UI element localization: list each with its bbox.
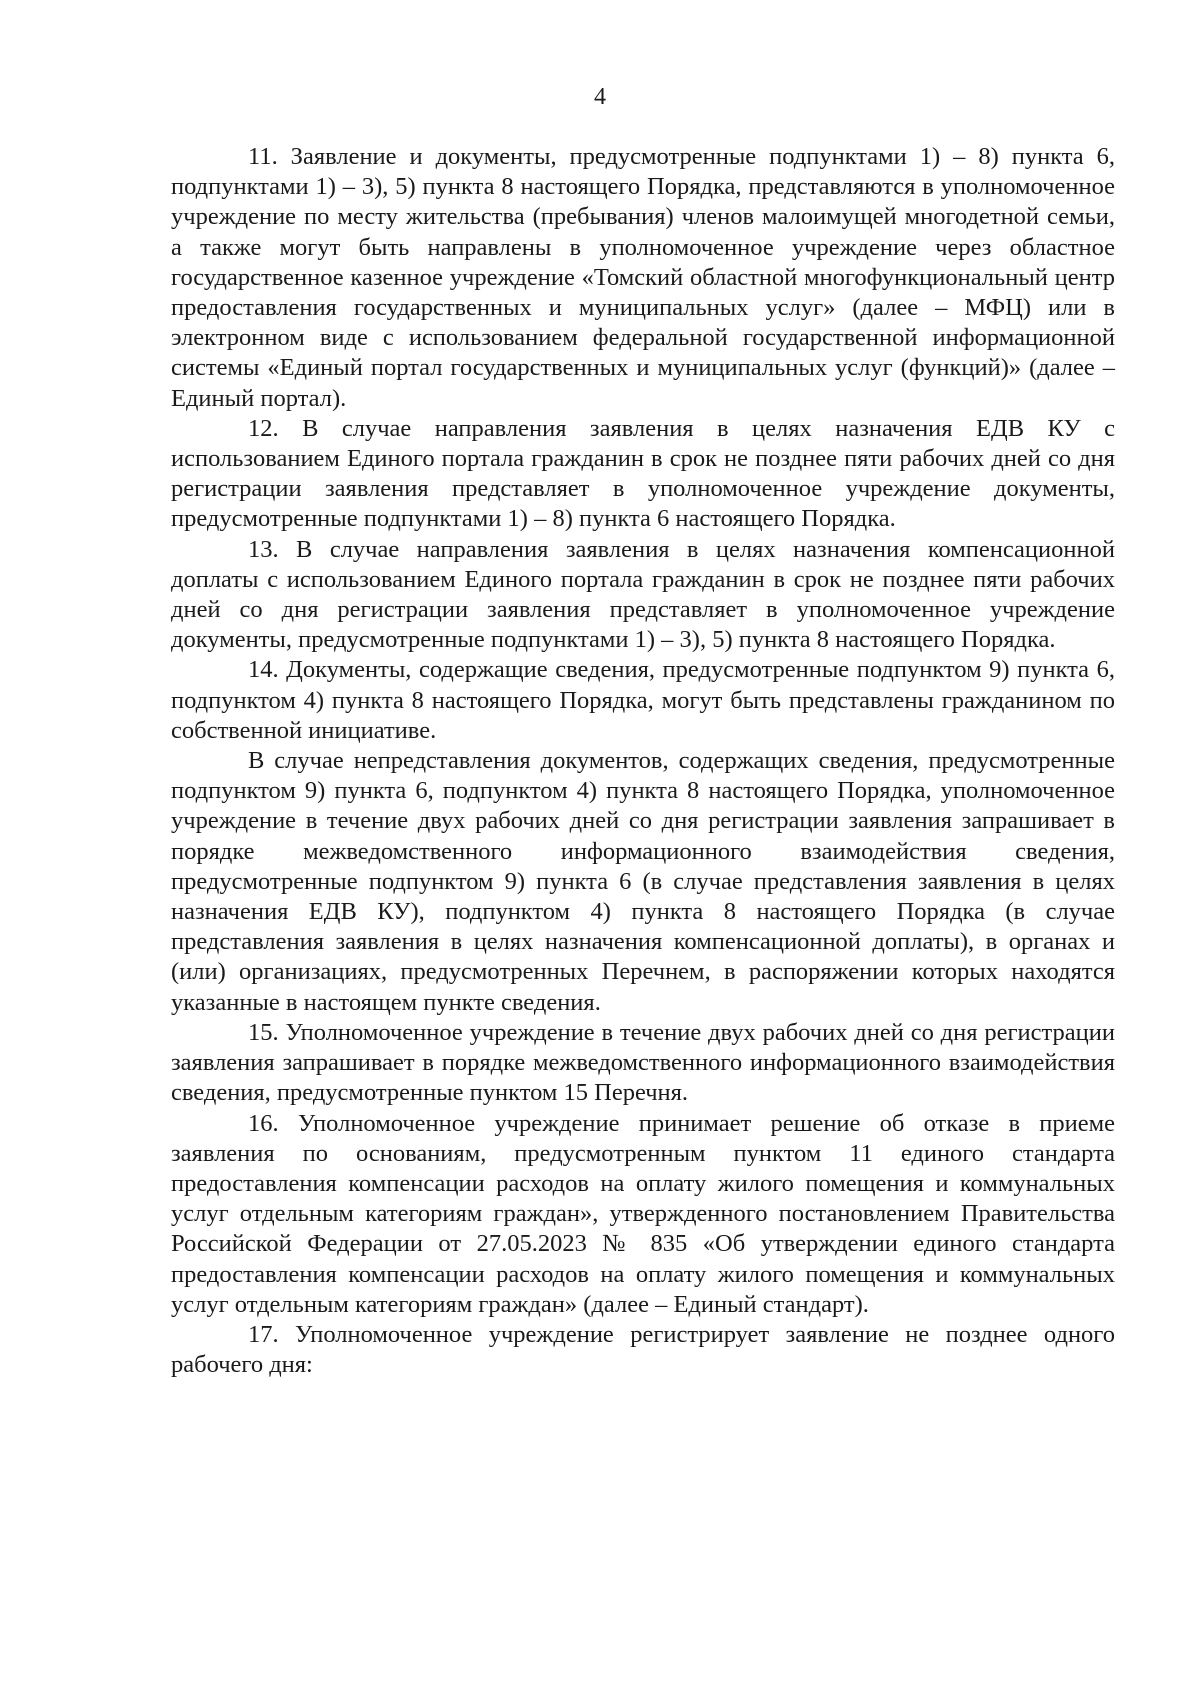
paragraph-15: 15. Уполномоченное учреждение в течение двух рабочих дней со дня регистрации заявления запрашивает в порядке межведомственного информационного взаимодействия сведения, предусмотренные пунктом 15 Перечня. — [171, 1018, 1115, 1107]
paragraph-13: 13. В случае направления заявления в целях назначения компенсационной доплаты с использованием Единого портала гражданин в срок не позднее пяти рабочих дней со дня регистрации заявления представляет в уполномоченное учреждение документы, предусмотренные подпунктами 1) – 3), 5) пункта 8 настоящего Порядка. — [171, 535, 1115, 654]
paragraph-11: 11. Заявление и документы, предусмотренные подпунктами 1) – 8) пункта 6, подпунктами 1) – 3), 5) пункта 8 настоящего Порядка, представляются в уполномоченное учреждение по месту жительства (пребывания) членов малоимущей многодетной семьи, а также могут быть направлены в уполномоченное учреждение через областное государственное казенное учреждение «Томский областной многофункциональный центр предоставления государственных и муниципальных услуг» (далее – МФЦ) или в электронном виде с использованием федеральной государственной информационной системы «Единый портал государственных и муниципальных услуг (функций)» (далее – Единый портал). — [171, 143, 1115, 412]
paragraph-14-continued: В случае непредставления документов, содержащих сведения, предусмотренные подпунктом 9) пункта 6, подпунктом 4) пункта 8 настоящего Порядка, уполномоченное учреждение в течение двух рабочих дней со дня регистрации заявления запрашивает в порядке межведомственного информационного взаимодействия сведения, предусмотренные подпунктом 9) пункта 6 (в случае представления заявления в целях назначения ЕДВ КУ), подпунктом 4) пункта 8 настоящего Порядка (в случае представления заявления в целях назначения компенсационной доплаты), в органах и (или) организациях, предусмотренных Перечнем, в распоряжении которых находятся указанные в настоящем пункте сведения. — [171, 747, 1115, 1016]
paragraph-12: 12. В случае направления заявления в целях назначения ЕДВ КУ с использованием Единого портала гражданин в срок не позднее пяти рабочих дней со дня регистрации заявления представляет в уполномоченное учреждение документы, предусмотренные подпунктами 1) – 8) пункта 6 настоящего Порядка. — [171, 414, 1115, 533]
paragraph-16: 16. Уполномоченное учреждение принимает решение об отказе в приеме заявления по основаниям, предусмотренным пунктом 11 единого стандарта предоставления компенсации расходов на оплату жилого помещения и коммунальных услуг отдельным категориям граждан», утвержденного постановлением Правительства Российской Федерации от 27.05.2023 № 835 «Об утверждении единого стандарта предоставления компенсации расходов на оплату жилого помещения и коммунальных услуг отдельным категориям граждан» (далее – Единый стандарт). — [171, 1109, 1115, 1318]
paragraph-14: 14. Документы, содержащие сведения, предусмотренные подпунктом 9) пункта 6, подпунктом 4) пункта 8 настоящего Порядка, могут быть представлены гражданином по собственной инициативе. — [171, 656, 1115, 744]
paragraph-17: 17. Уполномоченное учреждение регистрирует заявление не позднее одного рабочего дня: — [171, 1320, 1115, 1379]
document-body — [171, 142, 1115, 1380]
page-number: 4 — [594, 84, 606, 110]
